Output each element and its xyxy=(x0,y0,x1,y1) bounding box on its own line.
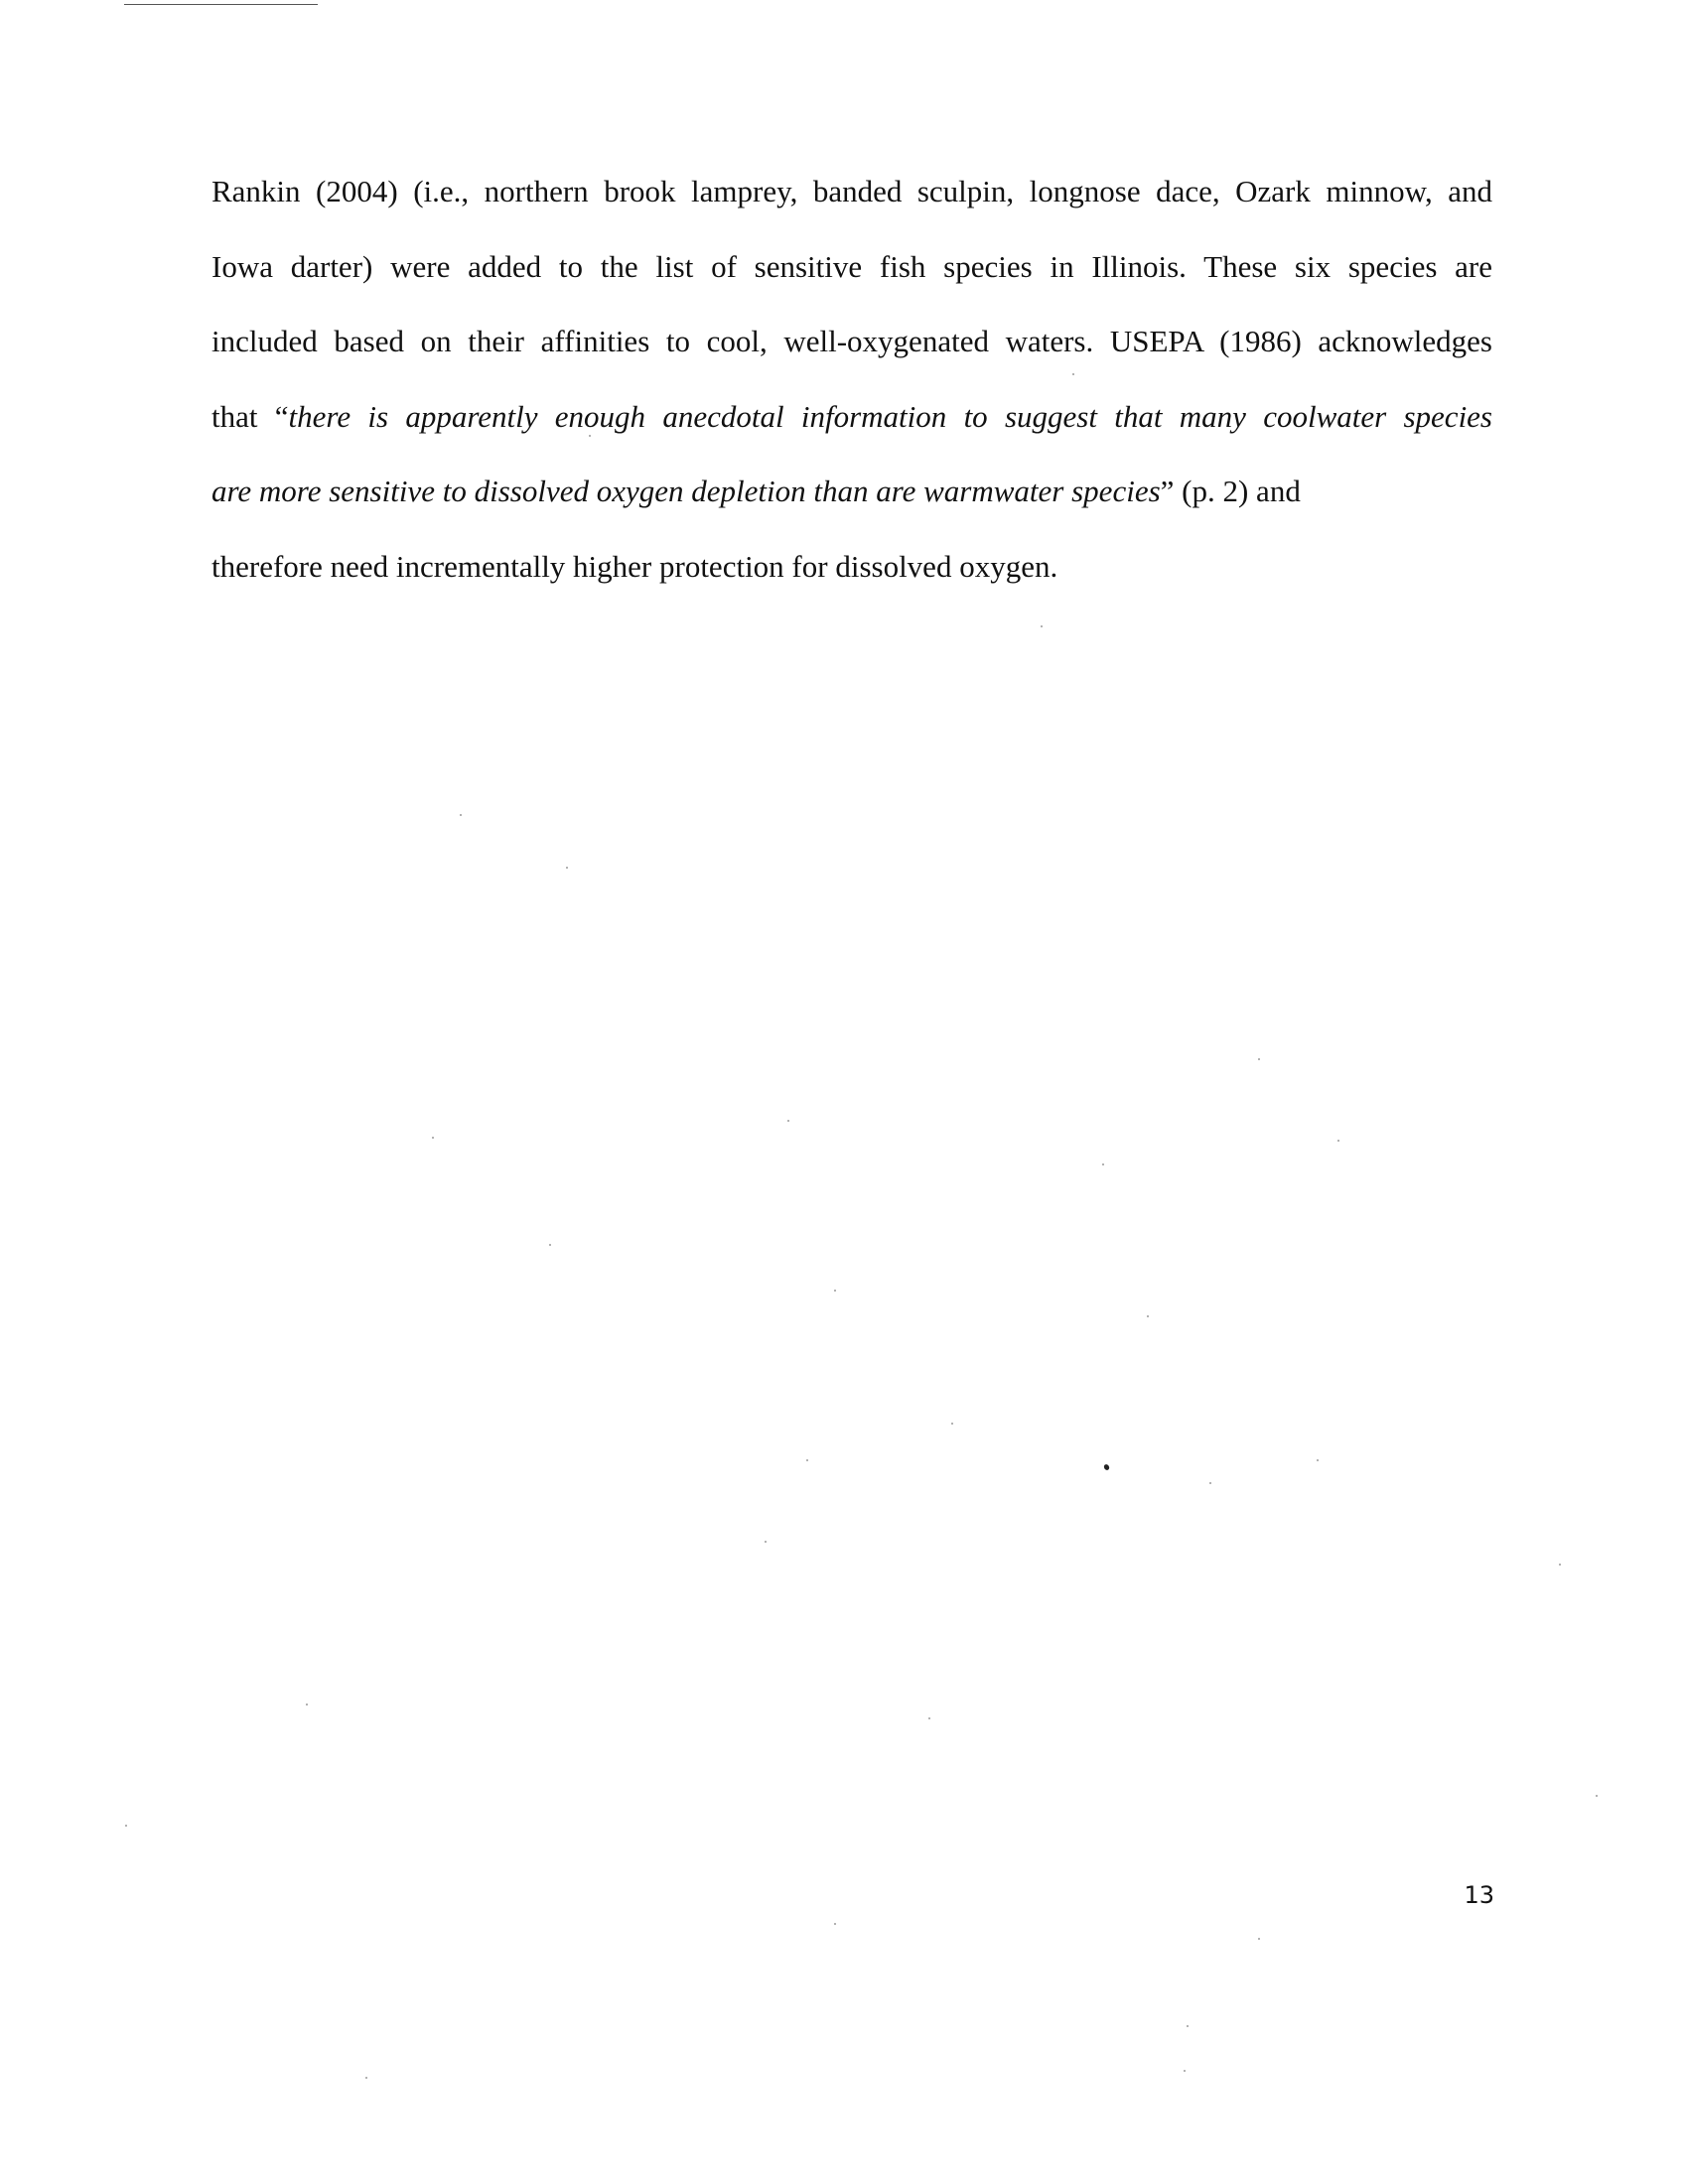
quote-open-prefix: that “ xyxy=(211,398,289,434)
quote-text-part-1: there is apparently enough anecdotal information to suggest that many coolwater species xyxy=(288,398,1492,434)
text-line-2: Iowa darter) were added to the list of sensitive fish species in Illinois. These six species are xyxy=(211,248,1492,284)
scan-speck xyxy=(1258,1938,1260,1940)
scan-speck xyxy=(806,1459,808,1461)
top-rule xyxy=(124,4,318,5)
scan-speck xyxy=(1102,1163,1104,1165)
scan-speck xyxy=(1209,1482,1211,1484)
scan-speck xyxy=(1337,1140,1339,1142)
quote-close-suffix: ” (p. 2) and xyxy=(1160,474,1301,508)
quote-text-part-2: are more sensitive to dissolved oxygen depletion than are warmwater species xyxy=(211,474,1161,508)
scan-speck xyxy=(1187,2025,1189,2027)
scan-speck xyxy=(432,1137,434,1139)
scan-speck xyxy=(589,435,591,437)
scan-speck xyxy=(125,1825,127,1827)
scan-speck xyxy=(1184,2070,1186,2072)
scan-speck xyxy=(566,867,568,869)
scan-speck xyxy=(1041,625,1043,627)
page-number: 13 xyxy=(1464,1881,1494,1909)
scan-speck xyxy=(1559,1564,1561,1566)
text-line-1: Rankin (2004) (i.e., northern brook lamprey, banded sculpin, longnose dace, Ozark minnow, and xyxy=(211,174,1492,208)
text-line-6: therefore need incrementally higher protection for dissolved oxygen. xyxy=(211,548,1058,584)
scan-speck xyxy=(460,814,462,816)
scan-speck xyxy=(787,1120,789,1122)
scan-speck xyxy=(951,1423,953,1425)
scan-speck xyxy=(549,1244,551,1246)
scan-speck xyxy=(834,1923,836,1925)
scan-speck xyxy=(1317,1459,1319,1461)
scan-speck xyxy=(928,1717,930,1719)
scan-speck xyxy=(1147,1315,1149,1317)
scan-speck xyxy=(1103,1463,1110,1471)
scan-speck xyxy=(1258,1058,1260,1060)
text-line-3: included based on their affinities to cool, well-oxygenated waters. USEPA (1986) acknowledges xyxy=(211,324,1492,358)
scan-speck xyxy=(1596,1795,1598,1797)
scan-speck xyxy=(765,1541,767,1543)
scan-speck xyxy=(1072,373,1074,375)
body-paragraph xyxy=(211,154,1492,604)
scan-speck xyxy=(834,1290,836,1292)
text-line-4 xyxy=(211,379,1492,455)
text-line-5 xyxy=(211,454,1492,529)
scan-speck xyxy=(365,2077,367,2079)
scan-speck xyxy=(306,1704,308,1706)
